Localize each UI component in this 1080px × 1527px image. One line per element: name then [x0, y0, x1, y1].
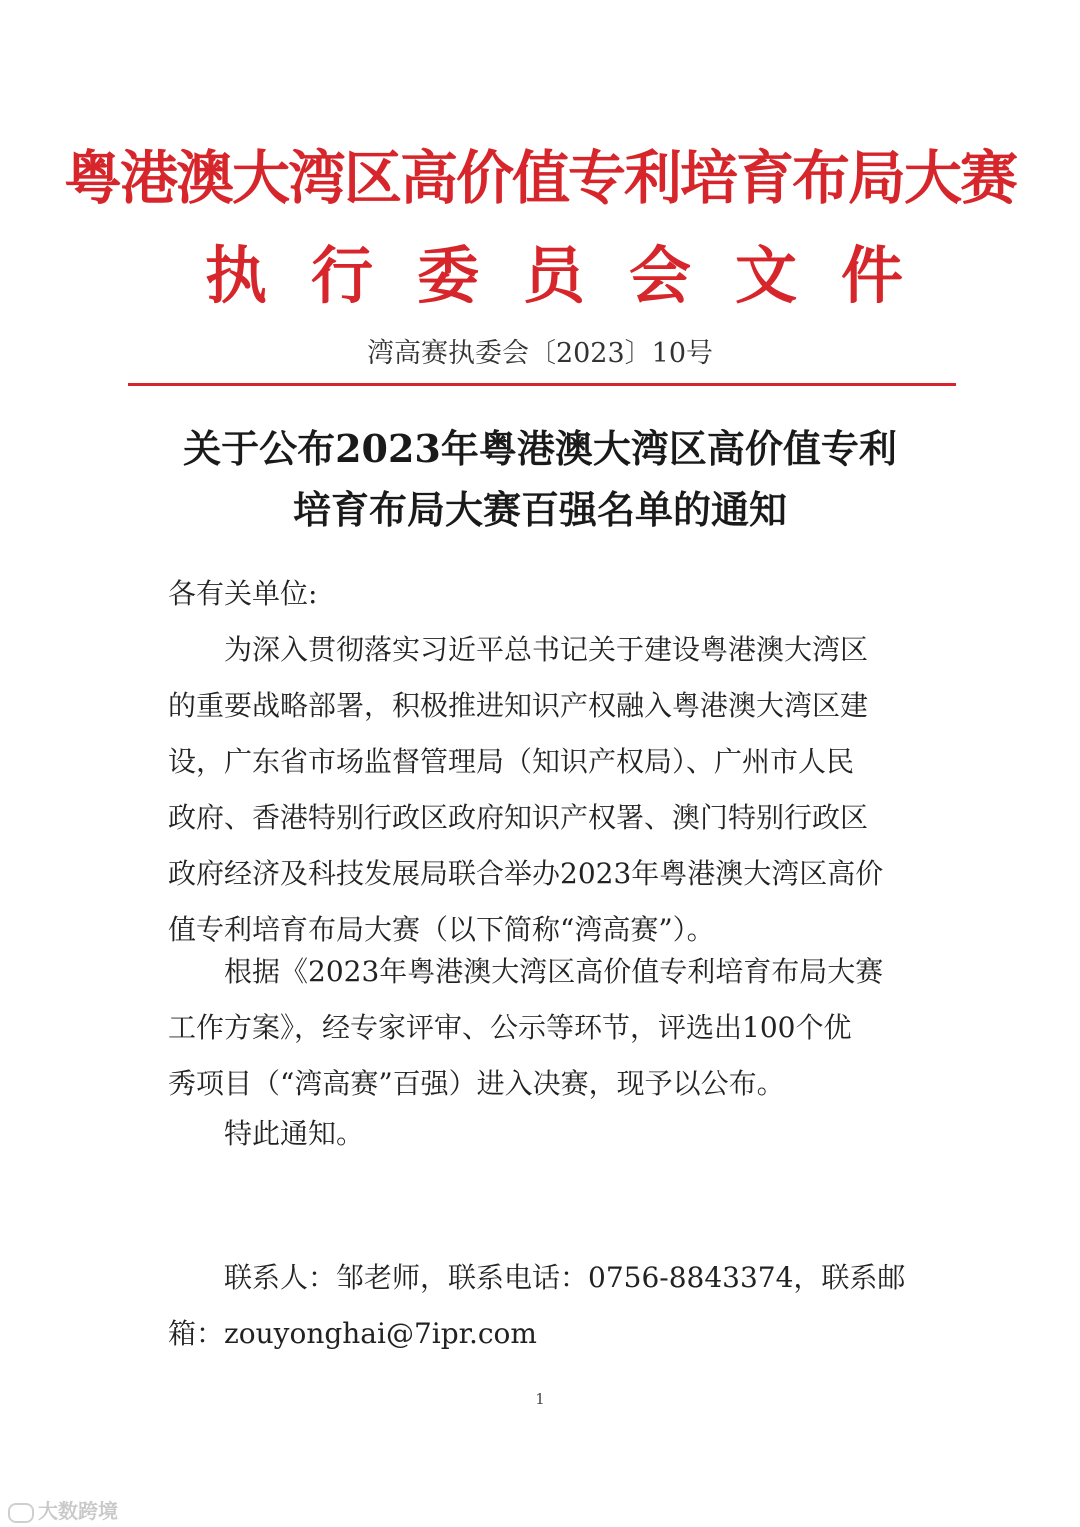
paragraph-2: [168, 944, 908, 1112]
contact-line-2: 箱：zouyonghai@7ipr.com: [168, 1317, 537, 1350]
watermark-logo-icon: [8, 1503, 34, 1523]
contact-info: [168, 1250, 908, 1362]
header-divider: [128, 383, 956, 386]
paragraph-1-line: 政府、香港特别行政区政府知识产权署、澳门特别行政区: [168, 801, 869, 834]
watermark: [8, 1495, 118, 1524]
notice-title: [0, 418, 1080, 540]
paragraph-1-line: 为深入贯彻落实习近平总书记关于建设粤港澳大湾区: [224, 633, 869, 666]
notice-title-line-1: 关于公布2023年粤港澳大湾区高价值专利: [183, 426, 897, 471]
paragraph-1-line: 设，广东省市场监督管理局（知识产权局）、广州市人民: [168, 745, 855, 778]
closing-remark: 特此通知。: [224, 1117, 365, 1150]
salutation: 各有关单位:: [168, 577, 318, 610]
contact-line-1: 联系人：邹老师，联系电话：0756-8843374，联系邮: [224, 1261, 906, 1294]
paragraph-1-line: 值专利培育布局大赛（以下简称“湾高赛”）。: [168, 913, 715, 946]
paragraph-2-line: 秀项目（“湾高赛”百强）进入决赛，现予以公布。: [168, 1067, 785, 1100]
watermark-text: 大数跨境: [38, 1499, 118, 1523]
notice-title-line-2: 培育布局大赛百强名单的通知: [292, 487, 787, 532]
document-number: 湾高赛执委会〔2023〕10号: [366, 338, 714, 369]
header-doc-type: 执行委员会文件: [204, 239, 947, 312]
paragraph-1-line: 的重要战略部署，积极推进知识产权融入粤港澳大湾区建: [168, 689, 869, 722]
page-number: 1: [535, 1390, 545, 1408]
header-org-name: 粤港澳大湾区高价值专利培育布局大赛: [63, 144, 1016, 212]
paragraph-2-line: 根据《2023年粤港澳大湾区高价值专利培育布局大赛: [224, 955, 884, 988]
paragraph-1: [168, 622, 908, 958]
paragraph-2-line: 工作方案》，经专家评审、公示等环节，评选出100个优: [168, 1011, 852, 1044]
paragraph-1-line: 政府经济及科技发展局联合举办2023年粤港澳大湾区高价: [168, 857, 884, 890]
